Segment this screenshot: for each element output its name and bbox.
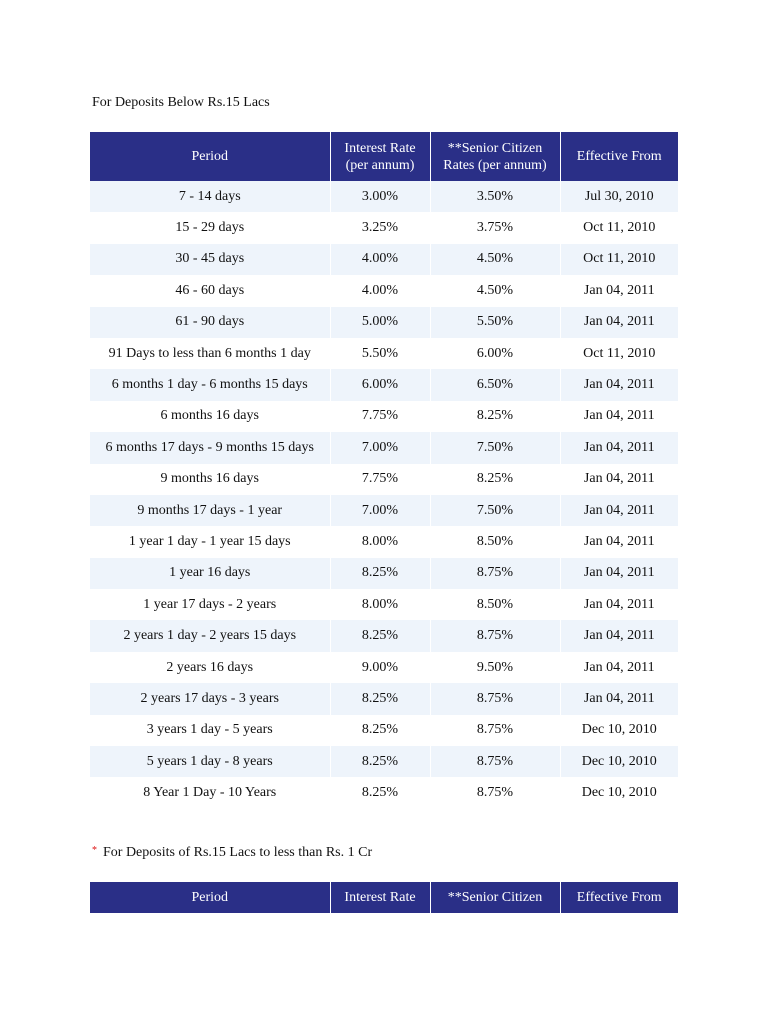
table-row [90,275,678,306]
cell-senior-citizen-rate: 8.75% [430,777,560,808]
cell-interest-rate: 8.25% [330,620,430,651]
cell-senior-citizen-rate: 8.25% [430,464,560,495]
cell-interest-rate: 7.75% [330,464,430,495]
cell-interest-rate: 5.50% [330,338,430,369]
cell-period: 91 Days to less than 6 months 1 day [90,338,330,369]
cell-senior-citizen-rate: 8.75% [430,715,560,746]
cell-interest-rate: 8.25% [330,777,430,808]
cell-effective-from: Oct 11, 2010 [560,244,678,275]
table-header [90,132,678,181]
header-effective-from: Effective From [560,132,678,181]
cell-effective-from: Oct 11, 2010 [560,212,678,243]
section-title-15-lacs-to-1-cr [92,845,372,861]
cell-effective-from: Jan 04, 2011 [560,683,678,714]
cell-period: 3 years 1 day - 5 years [90,715,330,746]
cell-senior-citizen-rate: 7.50% [430,495,560,526]
cell-period: 6 months 1 day - 6 months 15 days [90,369,330,400]
cell-interest-rate: 7.75% [330,401,430,432]
table-row [90,432,678,463]
table-row [90,777,678,808]
cell-interest-rate: 4.00% [330,244,430,275]
cell-effective-from: Jan 04, 2011 [560,589,678,620]
cell-period: 1 year 17 days - 2 years [90,589,330,620]
cell-period: 9 months 17 days - 1 year [90,495,330,526]
header-senior-citizen-line1: **Senior Citizen [447,140,543,156]
rates-table-15-lacs-to-1-cr [90,882,678,913]
cell-interest-rate: 8.00% [330,589,430,620]
cell-interest-rate: 6.00% [330,369,430,400]
cell-period: 5 years 1 day - 8 years [90,746,330,777]
table-row [90,307,678,338]
cell-interest-rate: 4.00% [330,275,430,306]
rates-table-below-15-lacs [90,132,678,809]
cell-senior-citizen-rate: 7.50% [430,432,560,463]
cell-period: 15 - 29 days [90,212,330,243]
table-row [90,589,678,620]
cell-period: 30 - 45 days [90,244,330,275]
cell-effective-from: Jul 30, 2010 [560,181,678,212]
header-interest-rate-line1: Interest Rate [344,140,416,156]
table-row [90,526,678,557]
cell-senior-citizen-rate: 5.50% [430,307,560,338]
cell-effective-from: Jan 04, 2011 [560,369,678,400]
cell-effective-from: Dec 10, 2010 [560,777,678,808]
cell-senior-citizen-rate: 3.75% [430,212,560,243]
header-effective-from: Effective From [560,882,678,913]
cell-senior-citizen-rate: 8.75% [430,620,560,651]
cell-interest-rate: 8.25% [330,715,430,746]
cell-senior-citizen-rate: 4.50% [430,275,560,306]
table-row [90,683,678,714]
cell-senior-citizen-rate: 4.50% [430,244,560,275]
table-row [90,369,678,400]
cell-effective-from: Jan 04, 2011 [560,558,678,589]
table-row [90,181,678,212]
cell-senior-citizen-rate: 6.50% [430,369,560,400]
cell-interest-rate: 3.00% [330,181,430,212]
header-senior-citizen-line2: Rates (per annum) [443,157,547,173]
header-period: Period [90,132,330,181]
header-interest-rate-line2: (per annum) [345,157,415,173]
cell-senior-citizen-rate: 6.00% [430,338,560,369]
table-body [90,181,678,809]
cell-interest-rate: 3.25% [330,212,430,243]
table-row [90,495,678,526]
cell-effective-from: Jan 04, 2011 [560,526,678,557]
cell-effective-from: Jan 04, 2011 [560,652,678,683]
table-row [90,401,678,432]
cell-period: 2 years 1 day - 2 years 15 days [90,620,330,651]
cell-period: 2 years 16 days [90,652,330,683]
cell-period: 7 - 14 days [90,181,330,212]
cell-interest-rate: 8.25% [330,746,430,777]
section-title-below-15-lacs: For Deposits Below Rs.15 Lacs [92,95,270,110]
header-senior-citizen: **Senior Citizen [430,882,560,913]
header-period: Period [90,882,330,913]
cell-period: 46 - 60 days [90,275,330,306]
cell-senior-citizen-rate: 8.75% [430,683,560,714]
cell-interest-rate: 8.25% [330,683,430,714]
cell-effective-from: Dec 10, 2010 [560,746,678,777]
cell-senior-citizen-rate: 8.75% [430,746,560,777]
cell-senior-citizen-rate: 8.50% [430,589,560,620]
header-interest-rate [330,132,430,181]
cell-senior-citizen-rate: 8.75% [430,558,560,589]
cell-period: 8 Year 1 Day - 10 Years [90,777,330,808]
cell-senior-citizen-rate: 8.25% [430,401,560,432]
cell-effective-from: Jan 04, 2011 [560,275,678,306]
cell-senior-citizen-rate: 3.50% [430,181,560,212]
cell-senior-citizen-rate: 9.50% [430,652,560,683]
header-senior-citizen [430,132,560,181]
cell-senior-citizen-rate: 8.50% [430,526,560,557]
cell-interest-rate: 5.00% [330,307,430,338]
table-row [90,652,678,683]
table-row [90,620,678,651]
table-header [90,882,678,913]
table-row [90,244,678,275]
cell-period: 61 - 90 days [90,307,330,338]
cell-period: 2 years 17 days - 3 years [90,683,330,714]
table-row [90,464,678,495]
table-row [90,746,678,777]
cell-period: 6 months 16 days [90,401,330,432]
cell-interest-rate: 9.00% [330,652,430,683]
section-title-text: For Deposits of Rs.15 Lacs to less than Rs. 1 Cr [103,845,373,860]
cell-period: 6 months 17 days - 9 months 15 days [90,432,330,463]
asterisk-marker: * [92,845,97,856]
cell-period: 1 year 16 days [90,558,330,589]
cell-period: 1 year 1 day - 1 year 15 days [90,526,330,557]
cell-effective-from: Jan 04, 2011 [560,432,678,463]
cell-interest-rate: 7.00% [330,495,430,526]
table-row [90,338,678,369]
table-row [90,212,678,243]
table-row [90,558,678,589]
cell-effective-from: Jan 04, 2011 [560,620,678,651]
cell-interest-rate: 8.00% [330,526,430,557]
cell-effective-from: Jan 04, 2011 [560,495,678,526]
cell-period: 9 months 16 days [90,464,330,495]
header-interest-rate: Interest Rate [330,882,430,913]
cell-interest-rate: 8.25% [330,558,430,589]
cell-effective-from: Jan 04, 2011 [560,401,678,432]
cell-effective-from: Jan 04, 2011 [560,464,678,495]
cell-interest-rate: 7.00% [330,432,430,463]
cell-effective-from: Dec 10, 2010 [560,715,678,746]
cell-effective-from: Oct 11, 2010 [560,338,678,369]
table-row [90,715,678,746]
cell-effective-from: Jan 04, 2011 [560,307,678,338]
